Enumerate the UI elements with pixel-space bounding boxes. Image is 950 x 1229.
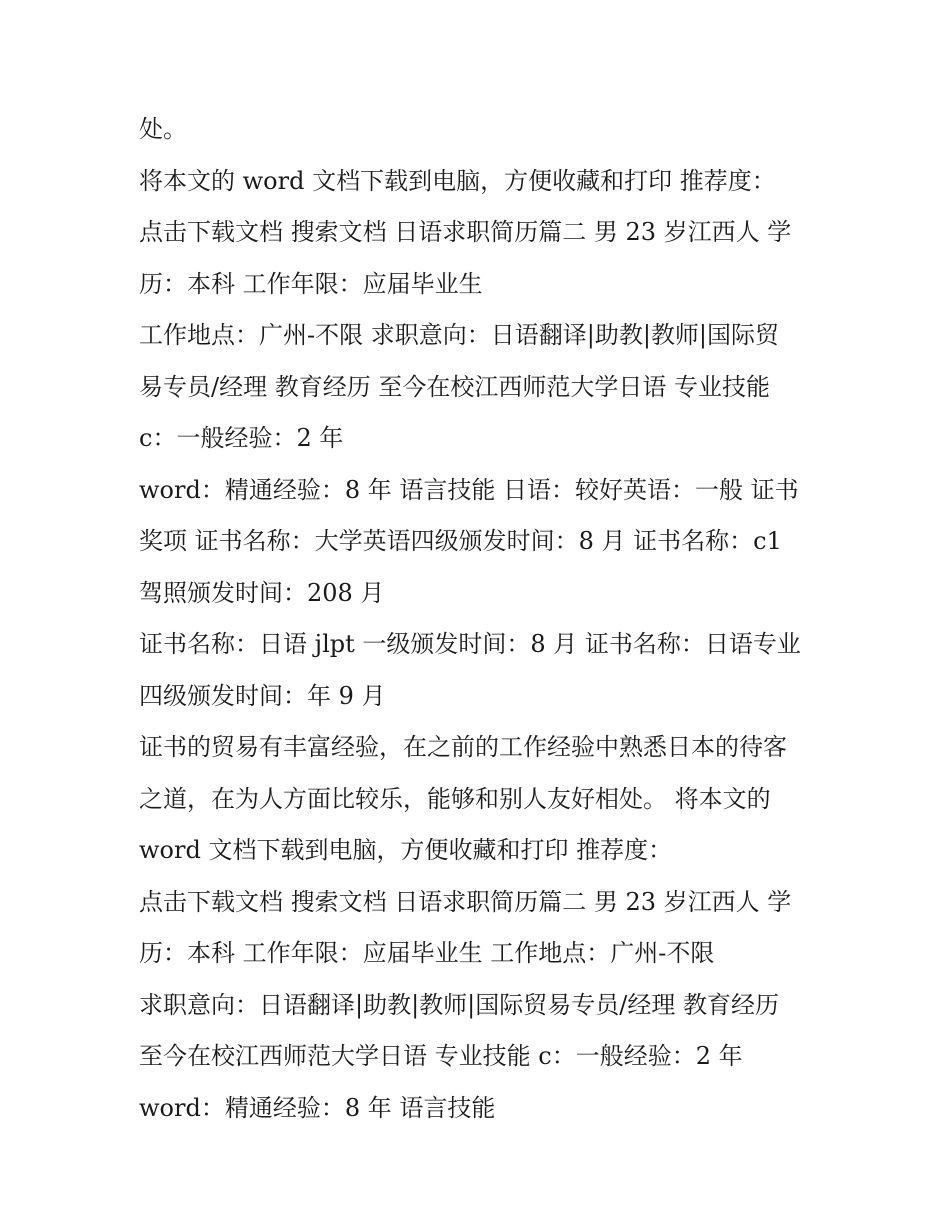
text-line: 历：本科 工作年限：应届毕业生 工作地点：广州-不限 — [139, 939, 715, 967]
text-line: 点击下载文档 搜索文档 日语求职简历篇二 男 23 岁江西人 学 — [139, 887, 792, 916]
text-line: word 文档下载到电脑，方便收藏和打印 推荐度： — [139, 836, 673, 864]
text-line: c：一般经验：2 年 — [139, 424, 344, 452]
text-line: 点击下载文档 搜索文档 日语求职简历篇二 男 23 岁江西人 学 — [139, 218, 792, 246]
text-line: 四级颁发时间：年 9 月 — [139, 681, 386, 710]
text-line: 之道，在为人方面比较乐，能够和别人友好相处。 将本文的 — [139, 784, 771, 813]
text-line: 历：本科 工作年限：应届毕业生 — [139, 269, 483, 298]
text-line: 至今在校江西师范大学日语 专业技能 c：一般经验：2 年 — [139, 1042, 743, 1070]
text-line: word：精通经验：8 年 语言技能 — [139, 1093, 496, 1122]
text-line: word：精通经验：8 年 语言技能 日语：较好英语：一般 证书 — [139, 475, 799, 504]
text-line: 驾照颁发时间：208 月 — [139, 578, 385, 607]
text-line: 证书名称：日语 jlpt 一级颁发时间：8 月 证书名称：日语专业 — [139, 630, 801, 658]
text-line: 处。 — [139, 115, 187, 143]
text-line: 证书的贸易有丰富经验，在之前的工作经验中熟悉日本的待客 — [139, 733, 787, 761]
text-line: 奖项 证书名称：大学英语四级颁发时间：8 月 证书名称：c1 — [139, 527, 782, 555]
text-line: 求职意向：日语翻译|助教|教师|国际贸易专员/经理 教育经历 — [139, 990, 779, 1019]
text-line: 将本文的 word 文档下载到电脑，方便收藏和打印 推荐度： — [139, 166, 776, 195]
document-body — [139, 104, 829, 1134]
text-line: 易专员/经理 教育经历 至今在校江西师范大学日语 专业技能 — [139, 372, 770, 401]
text-line: 工作地点：广州-不限 求职意向：日语翻译|助教|教师|国际贸 — [139, 321, 779, 349]
